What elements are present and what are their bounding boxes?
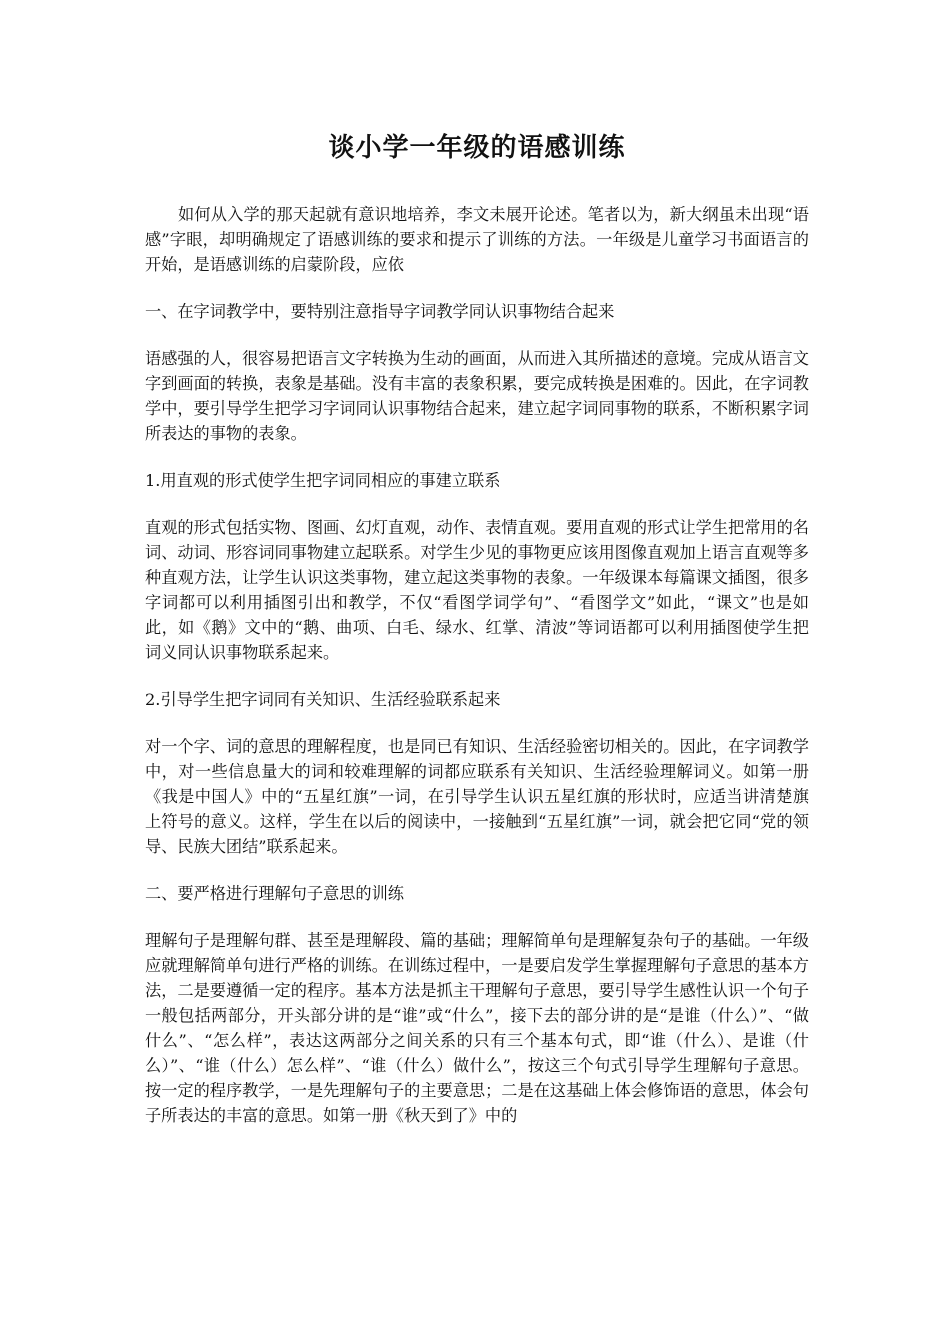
document-title: 谈小学一年级的语感训练 — [328, 133, 626, 163]
document-page — [145, 128, 809, 1150]
subsection-2-heading: 2.引导学生把字词同有关知识、生活经验联系起来 — [145, 690, 501, 709]
subsection-2-paragraph: 对一个字、词的意思的理解程度，也是同已有知识、生活经验密切相关的。因此，在字词教学中，对一些信息量大的词和较难理解的词都应联系有关知识、生活经验理解词义。如第一册《我是中国人》中的“五星红旗”一词，在引导学生认识五星红旗的形状时，应适当讲清楚旗上符号的意义。这样，学生在以后的阅读中，一接触到“五星红旗”一词，就会把它同“党的领导、民族大团结”联系起来。 — [145, 737, 809, 856]
section-2-paragraph: 理解句子是理解句群、甚至是理解段、篇的基础；理解简单句是理解复杂句子的基础。一年级应就理解简单句进行严格的训练。在训练过程中，一是要启发学生掌握理解句子意思的基本方法，二是要遵循一定的程序。基本方法是抓主干理解句子意思，要引导学生感性认识一个句子一般包括两部分，开头部分讲的是“谁”或“什么”，接下去的部分讲的是“是谁（什么）”、“做什么”、“怎么样”，表达这两部分之间关系的只有三个基本句式，即“谁（什么）、是谁（什么）”、“谁（什么）怎么样”、“谁（什么）做什么”，按这三个句式引导学生理解句子意思。按一定的程序教学，一是先理解句子的主要意思；二是在这基础上体会修饰语的意思，体会句子所表达的丰富的意思。如第一册《秋天到了》中的 — [145, 931, 809, 1125]
section-1-paragraph: 语感强的人，很容易把语言文字转换为生动的画面，从而进入其所描述的意境。完成从语言文字到画面的转换，表象是基础。没有丰富的表象积累，要完成转换是困难的。因此，在字词教学中，要引导学生把学习字词同认识事物结合起来，建立起字词同事物的联系，不断积累字词所表达的事物的表象。 — [145, 349, 809, 443]
section-1-heading: 一、在字词教学中，要特别注意指导字词教学同认识事物结合起来 — [145, 302, 615, 321]
intro-paragraph: 如何从入学的那天起就有意识地培养，李文未展开论述。笔者以为，新大纲虽未出现“语感”字眼，却明确规定了语感训练的要求和提示了训练的方法。一年级是儿童学习书面语言的开始，是语感训练的启蒙阶段，应依 — [145, 205, 809, 274]
section-2-heading: 二、要严格进行理解句子意思的训练 — [145, 884, 404, 903]
subsection-1-heading: 1.用直观的形式使学生把字词同相应的事建立联系 — [145, 471, 501, 490]
subsection-1-paragraph: 直观的形式包括实物、图画、幻灯直观，动作、表情直观。要用直观的形式让学生把常用的名词、动词、形容词同事物建立起联系。对学生少见的事物更应该用图像直观加上语言直观等多种直观方法，让学生认识这类事物，建立起这类事物的表象。一年级课本每篇课文插图，很多字词都可以利用插图引出和教学，不仅“看图学词学句”、“看图学文”如此，“课文”也是如此，如《鹅》文中的“鹅、曲项、白毛、绿水、红掌、清波”等词语都可以利用插图使学生把词义同认识事物联系起来。 — [145, 518, 809, 662]
